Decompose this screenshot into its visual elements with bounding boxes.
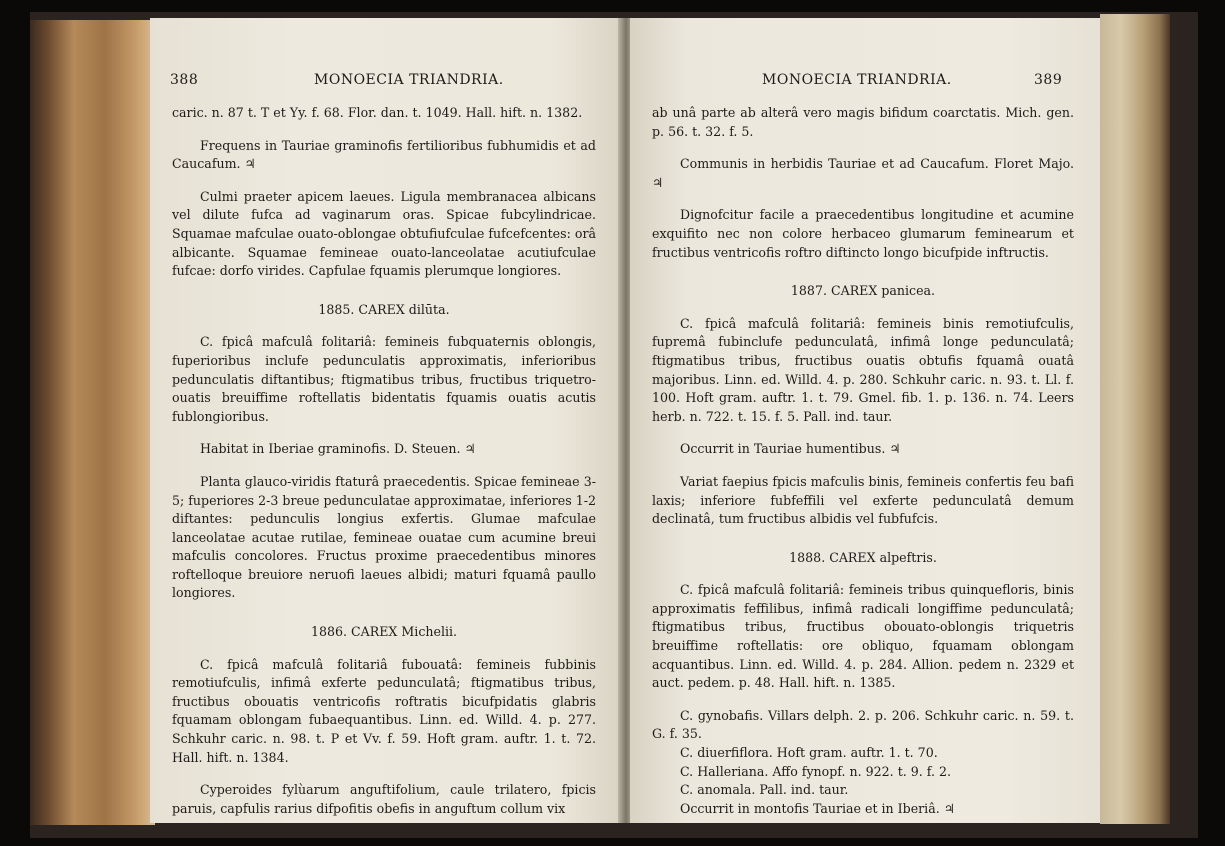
para: C. Halleriana. Affo fynopf. n. 922. t. 9. f. 2.: [680, 763, 952, 779]
para: Dignofcitur facile a praecedentibus longitudine et acumine exquifito nec non colore herbaceo glumarum feminearum et fructibus ventricofis roftro diftincto longo bicufpide inftructis.: [652, 207, 1074, 260]
para: Cyperoides fylùarum anguftifolium, caule trilatero, fpicis paruis, capfulis rarius difpofitis obefis in anguftum collum vix: [172, 782, 596, 816]
para: Planta glauco-viridis ftaturâ praecedentis. Spicae femineae 3-5; fuperiores 2-3 breue pedunculatae approximatae, inferiores 1-2 diftantes: pedunculis longius exfertis. Glumae mafculae lanceolatae acutae rutilae, femineae ouatae cum acumine breui mafculis concolores. Fructus proxime praecedentibus minores roftelloque breuiore neruofi laeues albidi; maturi fquamâ paullo longiores.: [172, 473, 596, 601]
right-page-text: [652, 104, 1074, 818]
right-running-head: MONOECIA TRIANDRIA.: [762, 72, 952, 88]
para: C. fpicâ mafculâ folitariâ: femineis fubquaternis oblongis, fuperioribus inclufe pedunculatis approximatis, inferioribus pedunculatis diftantibus; ftigmatibus tribus, fructibus triquetro-ouatis breuiffime roftellatis bidentatis fquamis ouatis acutis fublongioribus.: [172, 334, 596, 424]
left-page-edges: [30, 20, 155, 825]
species-heading: 1886. CAREX Michelii.: [310, 624, 458, 640]
left-page: [150, 18, 622, 823]
para: C. fpicâ mafculâ folitariâ: femineis tribus quinquefloris, binis approximatis feffilibus, infimâ radicali longiffime pedunculatâ; ftigmatibus tribus, fructibus obouato-oblongis triquetris breuiffime roftellatis: ore obliquo, fquamam oblongam acquantibus. Linn. ed. Willd. 4. p. 284. Allion. pedem n. 2329 et auct. pedem. p. 48. Hall. hift. n. 1385.: [652, 582, 1074, 691]
para: caric. n. 87 t. T et Yy. f. 68. Flor. dan. t. 1049. Hall. hift. n. 1382.: [172, 105, 583, 120]
para: Habitat in Iberiae graminofis. D. Steuen. ♃: [200, 441, 476, 457]
para: Culmi praeter apicem laeues. Ligula membranacea albicans vel dilute fufca ad vaginarum oras. Spicae fubcylindricae. Squamae mafculae ouato-oblongae obtufiufculae fufcefcentes: orâ albicante. Squamae femineae ouato-lanceolatae acutiufculae fufcae: dorfo virides. Capfulae fquamis plerumque longiores.: [172, 188, 596, 279]
para: C. diuerfiflora. Hoft gram. auftr. 1. t. 70.: [680, 745, 938, 761]
para: Occurrit in Tauriae humentibus. ♃: [680, 441, 901, 457]
left-page-number: 388: [170, 72, 199, 88]
para: C. anomala. Pall. ind. taur.: [680, 782, 849, 798]
right-page-edges: [1100, 14, 1170, 824]
right-page-number: 389: [1034, 72, 1063, 88]
left-page-text: [172, 104, 596, 818]
para: C. gynobafis. Villars delph. 2. p. 206. Schkuhr caric. n. 59. t. G. f. 35.: [652, 707, 1074, 742]
para: Communis in herbidis Tauriae et ad Caucafum. Floret Majo. ♃: [652, 156, 1074, 190]
para: C. fpicâ mafculâ folitariâ: femineis binis remotiufculis, fupremâ fubinclufe pedunculatâ, infimâ longe pedunculatâ; ftigmatibus tribus, fructibus ouatis obtufis fquamâ ouatâ majoribus. Linn. ed. Willd. 4. p. 280. Schkuhr caric. n. 93. t. Ll. f. 100. Hoft gram. auftr. 1. t. 79. Gmel. fib. 1. p. 136. n. 74. Leers herb. n. 722. t. 15. f. 5. Pall. ind. taur.: [652, 315, 1074, 424]
para: Occurrit in montofis Tauriae et in Iberiâ. ♃: [680, 800, 956, 816]
para: C. fpicâ mafculâ folitariâ fubouatâ: femineis fubbinis remotiufculis, infimâ exferte pedunculatâ; ftigmatibus tribus, fructibus obouatis ventricofis roftratis bicufpidatis glabris fquamam oblongam fubaequantibus. Linn. ed. Willd. 4. p. 277. Schkuhr caric. n. 98. t. P et Vv. f. 59. Hoft gram. auftr. 1. t. 72. Hall. hift. n. 1384.: [172, 656, 596, 765]
para: Frequens in Tauriae graminofis fertilioribus fubhumidis et ad Caucafum. ♃: [172, 137, 596, 172]
right-page: [630, 18, 1100, 823]
left-running-head: MONOECIA TRIANDRIA.: [314, 72, 504, 88]
species-heading: 1887. CAREX panicea.: [790, 283, 936, 299]
species-heading: 1888. CAREX alpeftris.: [789, 549, 937, 565]
species-heading: 1885. CAREX dilūta.: [318, 301, 450, 317]
para: Variat faepius fpicis mafculis binis, femineis confertis feu bafi laxis; inferiore fubfeffili vel exferte pedunculatâ demum declinatâ, tum fructibus albidis vel fubfufcis.: [652, 473, 1074, 527]
para: ab unâ parte ab alterâ vero magis bifidum coarctatis. Mich. gen. p. 56. t. 32. f. 5.: [652, 105, 1074, 139]
